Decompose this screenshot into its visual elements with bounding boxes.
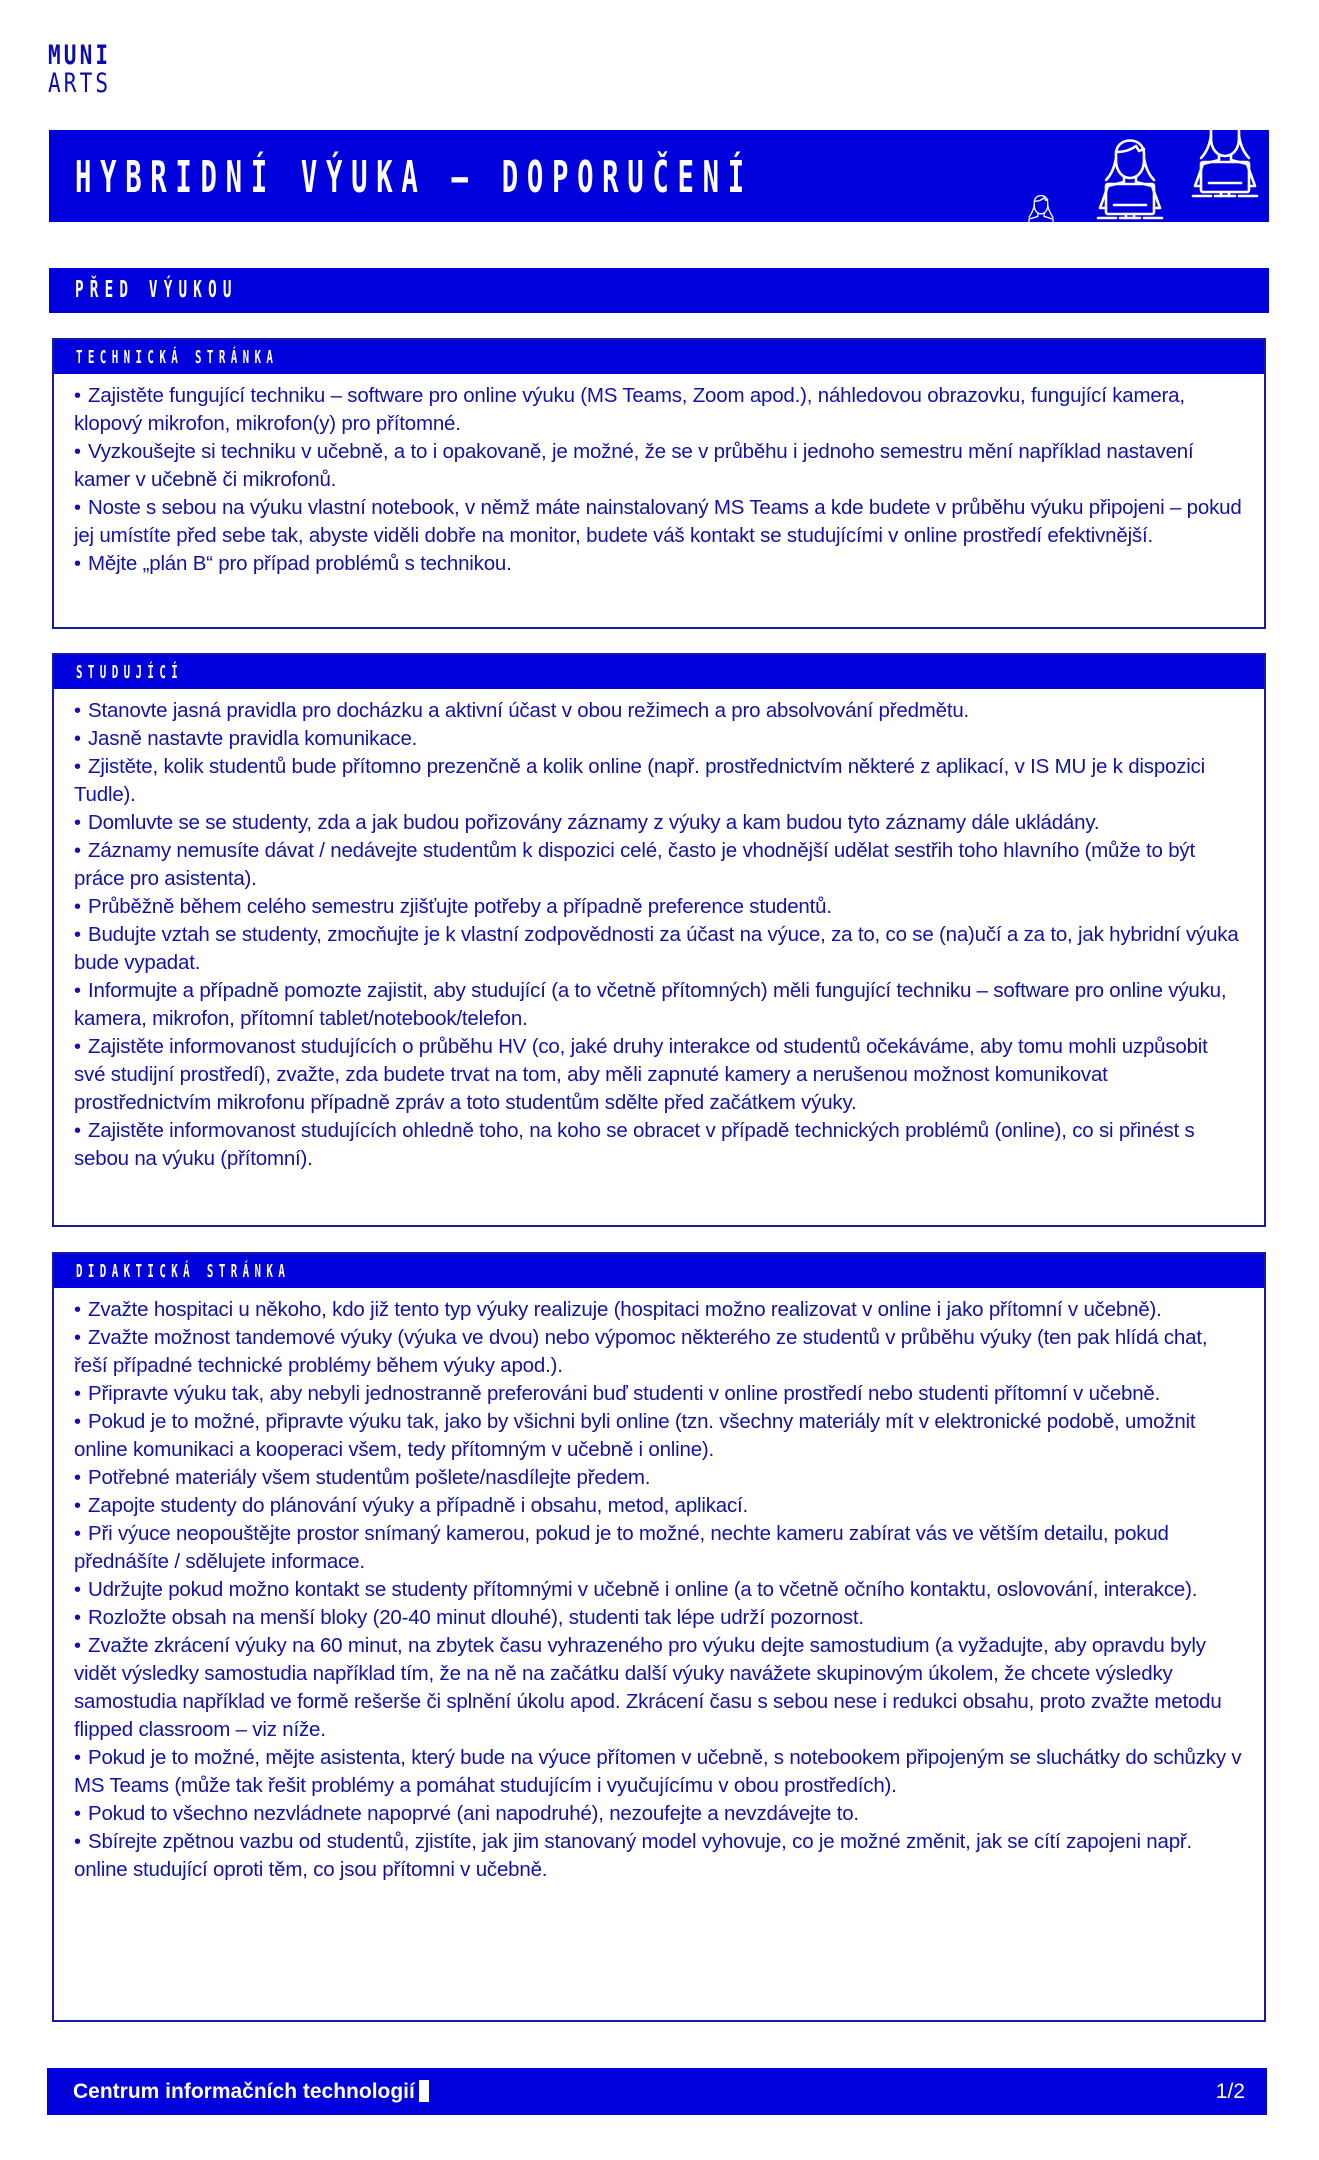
list-item: • Rozložte obsah na menší bloky (20-40 minut dlouhé), studenti tak lépe udrží pozornost. (74, 1604, 1244, 1632)
bullet-icon: • (74, 1831, 81, 1853)
bullet-icon: • (74, 1635, 81, 1657)
bullet-icon: • (74, 840, 81, 862)
bullet-icon: • (74, 385, 81, 407)
list-item: • Zvažte hospitaci u někoho, kdo již tento typ výuky realizuje (hospitaci možno realizovat v online i jako přítomní v učebně). (74, 1296, 1244, 1324)
list-item: • Jasně nastavte pravidla komunikace. (74, 725, 1244, 753)
bullet-icon: • (74, 1607, 81, 1629)
list-item: • Udržujte pokud možno kontakt se studenty přítomnými v učebně i online (a to včetně očního kontaktu, oslovování, interakce). (74, 1576, 1244, 1604)
section-didactic (52, 1252, 1266, 2022)
section-heading-bar (54, 655, 1264, 689)
footer-organization: Centrum informačních technologií (73, 2080, 429, 2104)
person-at-monitor-icon (1094, 134, 1166, 220)
list-item: • Vyzkoušejte si techniku v učebně, a to i opakovaně, je možné, že se v průběhu i jednoho semestru mění například nastavení kamer v učebně či mikrofonů. (74, 440, 1194, 491)
list-item: • Záznamy nemusíte dávat / nedávejte studentům k dispozici celé, často je vhodnější udělat sestřih toho hlavního (může to být práce pro asistenta). (74, 839, 1195, 890)
bullet-icon: • (74, 728, 81, 750)
list-item: • Domluvte se se studenty, zda a jak budou pořizovány záznamy z výuky a kam budou tyto záznamy dále ukládány. (74, 809, 1244, 837)
phase-bar-before-class (49, 268, 1269, 313)
list-item: • Noste s sebou na výuku vlastní notebook, v němž máte nainstalovaný MS Teams a kde budete v průběhu výuku připojeni – pokud jej umístíte před sebe tak, abyste viděli dobře na monitor, budete váš kontakt se studujícími v online prostředí efektivnější. (74, 496, 1242, 547)
list-item: • Zjistěte, kolik studentů bude přítomno prezenčně a kolik online (např. prostřednictvím některé z aplikací, v IS MU je k dispozici Tudle). (74, 755, 1206, 806)
bullet-icon: • (74, 441, 81, 463)
section-body (54, 689, 1264, 1173)
list-item: • Sbírejte zpětnou vazbu od studentů, zjistíte, jak jim stanovaný model vyhovuje, co je možné změnit, jak se cítí zapojeni např. online studující oproti těm, co jsou přítomni v učebně. (74, 1830, 1193, 1881)
bullet-icon: • (74, 896, 81, 918)
document-title: HYBRIDNÍ VÝUKA – DOPORUČENÍ (75, 152, 753, 203)
bullet-icon: • (74, 980, 81, 1002)
bullet-icon: • (74, 812, 81, 834)
person-at-monitor-icon (1006, 188, 1076, 222)
section-body (54, 374, 1264, 578)
logo-line-arts: ARTS (48, 68, 112, 99)
list-item: • Potřebné materiály všem studentům pošlete/nasdílejte předem. (74, 1464, 1244, 1492)
list-item: • Zvažte zkrácení výuky na 60 minut, na zbytek času vyhrazeného pro výuku dejte samostudium (a vyžadujte, aby opravdu byly vidět výsledky samostudia například tím, že na ně na začátku další výuky navážete skupinovým úkolem, že chcete výsledky samostudia například ve formě rešerše či splnění úkolu apod. Zkrácení času s sebou nese i redukci obsahu, proto zvažte metodu flipped classroom – viz níže. (74, 1634, 1222, 1741)
section-heading: STUDUJÍCÍ (76, 662, 184, 683)
list-item: • Zajistěte informovanost studujících o průběhu HV (co, jaké druhy interakce od studentů očekáváme, aby tomu mohli uzpůsobit své studijní prostředí), zvažte, zda budete trvat na tom, aby měli zapnuté kamery a nerušenou možnost komunikovat prostřednictvím mikrofonu případně zpráv a toto studentům sdělte před začátkem výuky. (74, 1035, 1208, 1114)
phase-bar-label: PŘED VÝUKOU (75, 277, 238, 303)
footer-bar (47, 2068, 1267, 2115)
bullet-icon: • (74, 700, 81, 722)
list-item: • Průběžně během celého semestru zjišťujte potřeby a případně preference studentů. (74, 893, 1244, 921)
bullet-icon: • (74, 1327, 81, 1349)
list-item: • Při výuce neopouštějte prostor snímaný kamerou, pokud je to možné, nechte kameru zabírat vás ve větším detailu, pokud přednášíte / sdělujete informace. (74, 1522, 1169, 1573)
list-item: • Pokud to všechno nezvládnete napoprvé (ani napodruhé), nezoufejte a nevzdávejte to. (74, 1800, 1244, 1828)
list-item: • Zvažte možnost tandemové výuky (výuka ve dvou) nebo výpomoc některého ze studentů v průběhu výuky (ten pak hlídá chat, řeší případné technické problémy během výuky apod.). (74, 1326, 1208, 1377)
section-technical (52, 338, 1266, 629)
section-body (54, 1288, 1264, 1884)
bullet-icon: • (74, 1383, 81, 1405)
bullet-icon: • (74, 924, 81, 946)
person-at-monitor-icon (1189, 130, 1261, 198)
section-heading: TECHNICKÁ STRÁNKA (76, 347, 279, 368)
muni-arts-logo (48, 42, 129, 98)
bullet-icon: • (74, 1036, 81, 1058)
block-mark-icon (419, 2080, 429, 2102)
list-item: • Pokud je to možné, mějte asistenta, který bude na výuce přítomen v učebně, s notebookem připojeným se sluchátky do schůzky v MS Teams (může tak řešit problémy a pomáhat studujícím i vyučujícímu v obou prostředích). (74, 1746, 1242, 1797)
bullet-icon: • (74, 1299, 81, 1321)
section-heading: DIDAKTICKÁ STRÁNKA (76, 1261, 291, 1282)
list-item: • Pokud je to možné, připravte výuku tak, jako by všichni byli online (tzn. všechny materiály mít v elektronické podobě, umožnit online komunikaci a kooperaci všem, tedy přítomným v učebně i online). (74, 1410, 1196, 1461)
list-item: • Zapojte studenty do plánování výuky a případně i obsahu, metod, aplikací. (74, 1492, 1244, 1520)
bullet-icon: • (74, 497, 81, 519)
list-item: • Zajistěte fungující techniku – software pro online výuku (MS Teams, Zoom apod.), náhledovou obrazovku, fungující kamera, klopový mikrofon, mikrofon(y) pro přítomné. (74, 384, 1185, 435)
section-heading-bar (54, 340, 1264, 374)
bullet-icon: • (74, 1467, 81, 1489)
bullet-icon: • (74, 1495, 81, 1517)
page-indicator: 1/2 (1215, 2080, 1245, 2103)
list-item: • Připravte výuku tak, aby nebyli jednostranně preferováni buď studenti v online prostředí nebo studenti přítomní v učebně. (74, 1380, 1244, 1408)
bullet-icon: • (74, 756, 81, 778)
bullet-icon: • (74, 1411, 81, 1433)
logo-line-muni: MUNI (48, 40, 112, 71)
bullet-icon: • (74, 553, 81, 575)
bullet-icon: • (74, 1120, 81, 1142)
bullet-icon: • (74, 1523, 81, 1545)
section-students (52, 653, 1266, 1227)
list-item: • Mějte „plán B“ pro případ problémů s technikou. (74, 550, 1244, 578)
bullet-icon: • (74, 1803, 81, 1825)
list-item: • Zajistěte informovanost studujících ohledně toho, na koho se obracet v případě technických problémů (online), co si přinést s sebou na výuku (přítomní). (74, 1119, 1195, 1170)
list-item: • Informujte a případně pomozte zajistit, aby studující (a to včetně přítomných) měli fungující techniku – software pro online výuku, kamera, mikrofon, přítomní tablet/notebook/telefon. (74, 979, 1227, 1030)
section-heading-bar (54, 1254, 1264, 1288)
title-banner (49, 130, 1269, 222)
list-item: • Budujte vztah se studenty, zmocňujte je k vlastní zodpovědnosti za účast na výuce, za to, co se (na)učí a za to, jak hybridní výuka bude vypadat. (74, 923, 1239, 974)
list-item: • Stanovte jasná pravidla pro docházku a aktivní účast v obou režimech a pro absolvování předmětu. (74, 697, 1244, 725)
bullet-icon: • (74, 1579, 81, 1601)
bullet-icon: • (74, 1747, 81, 1769)
